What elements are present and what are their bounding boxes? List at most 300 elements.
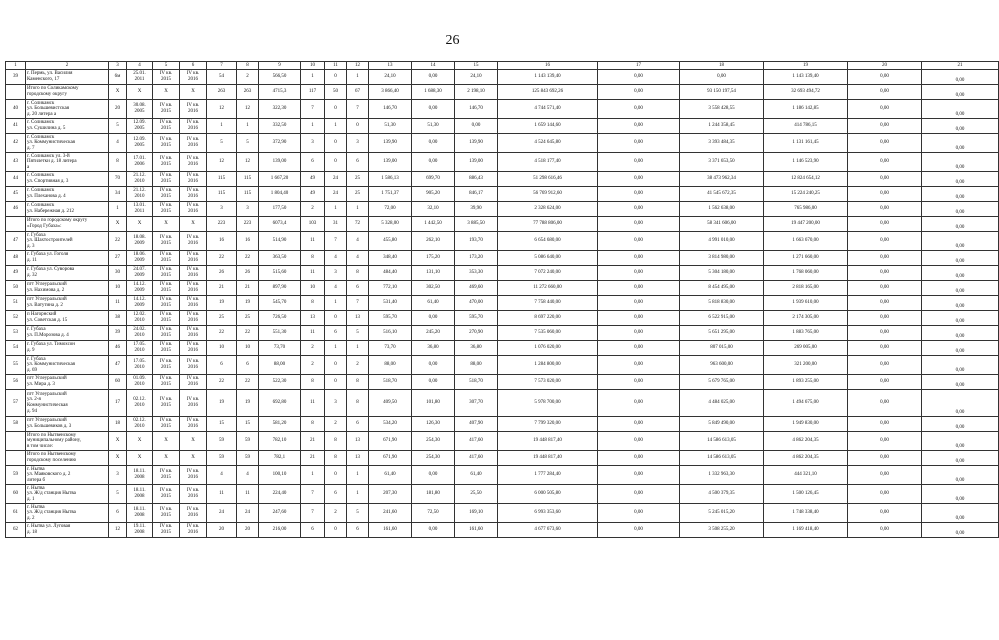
table-cell: 0 bbox=[325, 153, 347, 172]
table-cell: 15 bbox=[237, 417, 259, 432]
table-cell: 302,50 bbox=[412, 281, 455, 296]
table-cell: 117 bbox=[301, 85, 325, 100]
table-cell: 103 bbox=[301, 217, 325, 232]
table-cell: X bbox=[127, 451, 153, 466]
table-row bbox=[6, 417, 999, 432]
table-cell: Итого по городскому округу «Город Губаха»: bbox=[26, 217, 109, 232]
table-cell: 17 bbox=[109, 390, 127, 417]
table-cell: г. Губаха ул. Шахтостроителей д. 3 bbox=[26, 232, 109, 251]
table-cell: 2 bbox=[325, 504, 347, 523]
table-cell: 24 bbox=[325, 172, 347, 187]
table-cell: 51,30 bbox=[412, 119, 455, 134]
table-cell: 8 bbox=[301, 251, 325, 266]
subtotal-row bbox=[6, 85, 999, 100]
table-cell: 27 bbox=[109, 251, 127, 266]
table-cell: 0,00 bbox=[848, 153, 922, 172]
table-row bbox=[6, 232, 999, 251]
table-cell: 47 bbox=[109, 356, 127, 375]
table-cell: IV кв. 2015 bbox=[153, 119, 180, 134]
table-cell: 2 bbox=[237, 70, 259, 85]
table-cell: 25.01. 2011 bbox=[127, 70, 153, 85]
table-cell: 21 bbox=[301, 432, 325, 451]
table-cell: 2 bbox=[347, 356, 369, 375]
table-cell: 0 bbox=[325, 134, 347, 153]
table-cell: 193,70 bbox=[455, 232, 498, 251]
table-row bbox=[6, 375, 999, 390]
table-cell: 5 818 830,00 bbox=[680, 296, 764, 311]
table-cell: 1 244 358,45 bbox=[680, 119, 764, 134]
table-cell: 223 bbox=[207, 217, 237, 232]
table-cell: 307,70 bbox=[455, 390, 498, 417]
table-cell: 782,10 bbox=[259, 432, 301, 451]
table-cell: 0,00 bbox=[598, 85, 680, 100]
table-cell: 0,00 bbox=[848, 311, 922, 326]
table-cell: X bbox=[109, 85, 127, 100]
table-cell: 3 bbox=[301, 134, 325, 153]
table-cell: 47 bbox=[6, 232, 26, 251]
table-cell: 1 143 139,40 bbox=[764, 70, 848, 85]
table-cell: 21 bbox=[207, 281, 237, 296]
table-cell: п Нагорнский ул. Советская д. 15 bbox=[26, 311, 109, 326]
table-cell: IV кв. 2016 bbox=[180, 153, 207, 172]
column-number-cell: 10 bbox=[301, 62, 325, 70]
table-cell: 73,70 bbox=[259, 341, 301, 356]
table-cell: 13 bbox=[347, 451, 369, 466]
table-cell: 12 824 654,12 bbox=[764, 172, 848, 187]
table-cell: 0 bbox=[325, 100, 347, 119]
table-cell: 0,00 bbox=[848, 356, 922, 375]
column-number-cell: 9 bbox=[259, 62, 301, 70]
table-cell: 0,00 bbox=[922, 341, 999, 356]
table-cell: 51 bbox=[6, 296, 26, 311]
table-cell: 0,00 bbox=[412, 100, 455, 119]
table-cell: 61,40 bbox=[369, 466, 412, 485]
table-cell: 88,00 bbox=[369, 356, 412, 375]
table-cell: 115 bbox=[237, 172, 259, 187]
table-cell: 12.09. 2005 bbox=[127, 134, 153, 153]
table-cell: 470,00 bbox=[455, 296, 498, 311]
table-cell: 566,50 bbox=[259, 70, 301, 85]
table-cell: г. Соликамск ул. Спортивная д. 3 bbox=[26, 172, 109, 187]
table-cell: 126,30 bbox=[412, 417, 455, 432]
table-cell: IV кв. 2016 bbox=[180, 375, 207, 390]
table-cell: 50 bbox=[325, 85, 347, 100]
table-cell: IV кв. 2016 bbox=[180, 523, 207, 538]
table-cell: IV кв. 2015 bbox=[153, 466, 180, 485]
table-cell: IV кв. 2015 bbox=[153, 70, 180, 85]
table-cell: IV кв. 2015 bbox=[153, 296, 180, 311]
table-cell: 0,00 bbox=[922, 523, 999, 538]
table-cell: 11 bbox=[207, 485, 237, 504]
table-cell: 8 bbox=[347, 375, 369, 390]
table-cell: 1 284 800,00 bbox=[498, 356, 598, 375]
table-cell: 16 bbox=[207, 232, 237, 251]
column-number-cell: 1 bbox=[6, 62, 26, 70]
table-cell: 14 586 613,05 bbox=[680, 432, 764, 451]
table-cell: 161,60 bbox=[369, 523, 412, 538]
table-cell: 1 bbox=[301, 70, 325, 85]
table-row bbox=[6, 485, 999, 504]
table-cell: 59 bbox=[207, 451, 237, 466]
table-cell: 56 bbox=[6, 375, 26, 390]
column-number-cell: 6 bbox=[180, 62, 207, 70]
table-cell: 6 bbox=[301, 523, 325, 538]
table-cell: 18.11. 2008 bbox=[127, 466, 153, 485]
table-cell: 146,70 bbox=[455, 100, 498, 119]
table-cell: 417,60 bbox=[455, 432, 498, 451]
table-row bbox=[6, 296, 999, 311]
table-cell: 0,00 bbox=[922, 485, 999, 504]
table-cell: 11 bbox=[301, 232, 325, 251]
table-cell: пгт Углеуральский ул. Ватутина д. 2 bbox=[26, 296, 109, 311]
table-cell: 24.02. 2010 bbox=[127, 326, 153, 341]
table-cell: 0,00 bbox=[598, 451, 680, 466]
table-cell: 4 524 645,80 bbox=[498, 134, 598, 153]
table-cell: 7 bbox=[301, 100, 325, 119]
table-cell: 7 758 440,00 bbox=[498, 296, 598, 311]
table-cell: 139,00 bbox=[369, 153, 412, 172]
table-cell: 0,00 bbox=[598, 172, 680, 187]
table-cell: 263 bbox=[207, 85, 237, 100]
table-cell: 12 bbox=[207, 153, 237, 172]
table-cell: 321 200,00 bbox=[764, 356, 848, 375]
table-row bbox=[6, 70, 999, 85]
table-cell: 10 bbox=[207, 341, 237, 356]
table-cell: 1 bbox=[347, 341, 369, 356]
table-cell: 0,00 bbox=[848, 119, 922, 134]
table-cell: 224,40 bbox=[259, 485, 301, 504]
table-cell: 181,80 bbox=[412, 485, 455, 504]
table-cell: 26 bbox=[237, 266, 259, 281]
table-cell: 4 bbox=[347, 232, 369, 251]
table-cell: 1 bbox=[325, 202, 347, 217]
table-cell: 1 bbox=[325, 119, 347, 134]
table-cell: 518,70 bbox=[369, 375, 412, 390]
table-cell: 70 bbox=[109, 172, 127, 187]
table-cell: X bbox=[109, 451, 127, 466]
table-cell: 0,00 bbox=[598, 296, 680, 311]
table-cell: 39 bbox=[109, 326, 127, 341]
table-cell: 241,60 bbox=[369, 504, 412, 523]
table-cell: 699,70 bbox=[412, 172, 455, 187]
table-cell: IV кв. 2016 bbox=[180, 311, 207, 326]
table-cell: г. Нытва ул. Луговая д. 18 bbox=[26, 523, 109, 538]
table-cell: 20 bbox=[237, 523, 259, 538]
table-cell: 782,1 bbox=[259, 451, 301, 466]
table-cell: 772,10 bbox=[369, 281, 412, 296]
table-cell: 44 bbox=[6, 172, 26, 187]
table-cell: IV кв. 2015 bbox=[153, 485, 180, 504]
table-cell: 0,00 bbox=[848, 504, 922, 523]
table-cell: 765 986,00 bbox=[764, 202, 848, 217]
table-cell: 173,20 bbox=[455, 251, 498, 266]
column-number-cell: 21 bbox=[922, 62, 999, 70]
table-cell: 0,00 bbox=[848, 217, 922, 232]
table-cell: 12.02. 2010 bbox=[127, 311, 153, 326]
table-cell: 40 bbox=[6, 100, 26, 119]
table-cell: 139,90 bbox=[369, 134, 412, 153]
table-cell: 1 bbox=[207, 119, 237, 134]
table-cell: IV кв. 2016 bbox=[180, 326, 207, 341]
table-cell: 13 bbox=[301, 311, 325, 326]
table-cell: 17.01. 2006 bbox=[127, 153, 153, 172]
table-cell: 139,00 bbox=[259, 153, 301, 172]
table-cell: 25 bbox=[237, 311, 259, 326]
column-number-cell: 17 bbox=[598, 62, 680, 70]
table-cell: 1 146 523,90 bbox=[764, 153, 848, 172]
table-row bbox=[6, 100, 999, 119]
table-cell: пгт Углеуральский ул. Мира д. 3 bbox=[26, 375, 109, 390]
table-cell: 25 bbox=[347, 187, 369, 202]
table-cell: 581,20 bbox=[259, 417, 301, 432]
table-cell: 125 843 692,26 bbox=[498, 85, 598, 100]
table-cell: 62 bbox=[6, 523, 26, 538]
table-cell: 18 bbox=[109, 417, 127, 432]
table-cell: 262,10 bbox=[412, 232, 455, 251]
table-cell: 0,00 bbox=[598, 134, 680, 153]
table-cell: 3 bbox=[325, 266, 347, 281]
table-cell: 39 bbox=[6, 70, 26, 85]
table-cell: г. Губаха ул. Коммунистическая д. 69 bbox=[26, 356, 109, 375]
column-number-cell: 16 bbox=[498, 62, 598, 70]
table-cell: 24,10 bbox=[369, 70, 412, 85]
table-cell: 0,00 bbox=[598, 281, 680, 296]
table-cell: IV кв. 2016 bbox=[180, 296, 207, 311]
table-cell: IV кв. 2016 bbox=[180, 172, 207, 187]
table-cell: 223 bbox=[237, 217, 259, 232]
subtotal-row bbox=[6, 217, 999, 232]
table-cell: 12 bbox=[207, 100, 237, 119]
table-cell: 26 bbox=[207, 266, 237, 281]
table-cell: 0,00 bbox=[922, 172, 999, 187]
table-cell: 19 448 817,40 bbox=[498, 432, 598, 451]
table-cell: 5 bbox=[109, 119, 127, 134]
table-cell: 58 bbox=[6, 417, 26, 432]
table-cell: 56 769 912,60 bbox=[498, 187, 598, 202]
table-cell: 5 679 765,00 bbox=[680, 375, 764, 390]
table-cell: X bbox=[109, 217, 127, 232]
table-cell: 1 663 670,00 bbox=[764, 232, 848, 251]
table-cell: 0,00 bbox=[848, 85, 922, 100]
table-cell: 270,90 bbox=[455, 326, 498, 341]
table-cell: 1 bbox=[325, 296, 347, 311]
table-cell: 0,00 bbox=[848, 281, 922, 296]
table-cell: IV кв. 2016 bbox=[180, 134, 207, 153]
table-cell: 4 484 025,00 bbox=[680, 390, 764, 417]
table-cell: 207,30 bbox=[369, 485, 412, 504]
table-cell: 42 bbox=[6, 134, 26, 153]
table-cell: пгт Углеуральский ул. Нахимова д. 2 bbox=[26, 281, 109, 296]
table-cell: 0,00 bbox=[922, 432, 999, 451]
table-cell: 38 473 962,34 bbox=[680, 172, 764, 187]
table-cell: 22 bbox=[237, 326, 259, 341]
table-cell: 6 bbox=[347, 523, 369, 538]
table-cell: 115 bbox=[237, 187, 259, 202]
table-cell: 25,50 bbox=[455, 485, 498, 504]
table-cell: IV кв. 2016 bbox=[180, 281, 207, 296]
table-cell: IV кв. 2015 bbox=[153, 375, 180, 390]
table-cell: 0,00 bbox=[848, 187, 922, 202]
table-cell: 15 bbox=[207, 417, 237, 432]
table-cell: 0 bbox=[325, 375, 347, 390]
table-cell: IV кв. 2016 bbox=[180, 251, 207, 266]
table-cell: 2 bbox=[301, 202, 325, 217]
table-cell: 515,60 bbox=[259, 266, 301, 281]
table-cell: 58 341 606,00 bbox=[680, 217, 764, 232]
table-cell: 73,70 bbox=[369, 341, 412, 356]
table-cell: 32,10 bbox=[412, 202, 455, 217]
table-cell: 216,00 bbox=[259, 523, 301, 538]
table-cell: 6 bbox=[347, 281, 369, 296]
table-cell: 48 bbox=[6, 251, 26, 266]
table-cell: IV кв. 2015 bbox=[153, 232, 180, 251]
table-cell: IV кв. 2015 bbox=[153, 187, 180, 202]
table-cell: 322,30 bbox=[259, 100, 301, 119]
table-cell: X bbox=[153, 432, 180, 451]
table-cell: 18.11. 2008 bbox=[127, 485, 153, 504]
table-cell: 0,00 bbox=[598, 202, 680, 217]
table-row bbox=[6, 466, 999, 485]
table-cell: 19 bbox=[237, 390, 259, 417]
table-cell: IV кв. 2016 bbox=[180, 504, 207, 523]
table-cell: 531,40 bbox=[369, 296, 412, 311]
column-number-cell: 3 bbox=[109, 62, 127, 70]
table-cell: 11 bbox=[301, 326, 325, 341]
table-cell: 59 bbox=[237, 451, 259, 466]
table-cell: 595,70 bbox=[455, 311, 498, 326]
column-number-cell: 15 bbox=[455, 62, 498, 70]
table-cell: 1 bbox=[347, 202, 369, 217]
table-cell: 60 bbox=[109, 375, 127, 390]
table-cell: 0,00 bbox=[598, 485, 680, 504]
table-cell: г. Нытва ул. Ж/д станция Нытва д. 1 bbox=[26, 485, 109, 504]
table-cell: 16 bbox=[237, 232, 259, 251]
table-cell: 1 131 161,45 bbox=[764, 134, 848, 153]
table-cell: 3 885,50 bbox=[455, 217, 498, 232]
table-cell: 245,20 bbox=[412, 326, 455, 341]
table-cell: пгт Углеуральский ул. 2-я Коммунистическая д. 94 bbox=[26, 390, 109, 417]
table-cell: 5 bbox=[347, 504, 369, 523]
table-cell: IV кв. 2016 bbox=[180, 417, 207, 432]
table-cell: 146,70 bbox=[369, 100, 412, 119]
table-cell: 8 bbox=[301, 375, 325, 390]
table-row bbox=[6, 266, 999, 281]
table-cell: 263 bbox=[237, 85, 259, 100]
table-cell: X bbox=[127, 217, 153, 232]
table-cell: 363,50 bbox=[259, 251, 301, 266]
table-cell: 5 bbox=[347, 326, 369, 341]
table-cell: 0,00 bbox=[598, 187, 680, 202]
table-cell: 11 272 660,00 bbox=[498, 281, 598, 296]
table-cell: 0,00 bbox=[848, 466, 922, 485]
table-cell: IV кв. 2015 bbox=[153, 311, 180, 326]
table-cell: IV кв. 2016 bbox=[180, 119, 207, 134]
table-cell: 18.08. 2009 bbox=[127, 232, 153, 251]
table-cell: 11 bbox=[301, 390, 325, 417]
table-cell: 4 862 204,35 bbox=[764, 432, 848, 451]
table-cell: 8 bbox=[325, 432, 347, 451]
table-cell: 4 bbox=[109, 134, 127, 153]
table-cell: г. Губаха ул. Гоголя д. 11 bbox=[26, 251, 109, 266]
table-cell: 269 005,00 bbox=[764, 341, 848, 356]
table-row bbox=[6, 153, 999, 172]
table-cell: 0,00 bbox=[598, 432, 680, 451]
table-cell: 0,00 bbox=[848, 296, 922, 311]
table-cell: 0,00 bbox=[922, 266, 999, 281]
table-cell: 1 bbox=[325, 341, 347, 356]
table-cell: 1 bbox=[237, 119, 259, 134]
table-cell: 0,00 bbox=[598, 356, 680, 375]
table-body bbox=[6, 70, 999, 538]
table-cell: 161,60 bbox=[455, 523, 498, 538]
table-cell: 1 442,50 bbox=[412, 217, 455, 232]
table-cell: 8 697 220,00 bbox=[498, 311, 598, 326]
table-cell: 02.12. 2010 bbox=[127, 390, 153, 417]
table-cell: 100,10 bbox=[259, 466, 301, 485]
table-cell: 484,40 bbox=[369, 266, 412, 281]
table-cell: 7 573 020,00 bbox=[498, 375, 598, 390]
table-cell: IV кв. 2016 bbox=[180, 187, 207, 202]
table-cell: IV кв. 2015 bbox=[153, 504, 180, 523]
table-cell: 1 768 060,00 bbox=[764, 266, 848, 281]
table-cell: 1 667,20 bbox=[259, 172, 301, 187]
table-cell: 8 454 495,00 bbox=[680, 281, 764, 296]
table-cell: 0,00 bbox=[848, 417, 922, 432]
table-cell: 54 bbox=[6, 341, 26, 356]
table-cell: 3 393 484,35 bbox=[680, 134, 764, 153]
table-cell: 254,30 bbox=[412, 451, 455, 466]
table-cell: 72,50 bbox=[412, 504, 455, 523]
table-cell: 22 bbox=[109, 232, 127, 251]
table-cell: 34 bbox=[109, 187, 127, 202]
table-cell: г. Соликамск ул. Сушилина д. 5 bbox=[26, 119, 109, 134]
table-cell: 0 bbox=[325, 466, 347, 485]
table-cell: 0,00 bbox=[848, 172, 922, 187]
table-cell: 12 bbox=[237, 153, 259, 172]
table-cell: 0,00 bbox=[922, 85, 999, 100]
table-row bbox=[6, 187, 999, 202]
table-cell: 671,90 bbox=[369, 451, 412, 466]
table-cell: 4715,3 bbox=[259, 85, 301, 100]
table-cell: 0,00 bbox=[848, 232, 922, 251]
table-cell: 6 bbox=[207, 356, 237, 375]
table-cell: 22 bbox=[207, 251, 237, 266]
table-cell: 5 304 180,00 bbox=[680, 266, 764, 281]
table-cell: 522,30 bbox=[259, 375, 301, 390]
table-cell: IV кв. 2015 bbox=[153, 153, 180, 172]
table-row bbox=[6, 251, 999, 266]
table-cell: 1 bbox=[109, 202, 127, 217]
table-row bbox=[6, 341, 999, 356]
table-cell: 54 bbox=[207, 70, 237, 85]
table-cell: г. Пермь, ул. Василия Каменского, 17 bbox=[26, 70, 109, 85]
table-cell: 0,00 bbox=[598, 217, 680, 232]
table-cell: IV кв. 2016 bbox=[180, 390, 207, 417]
table-cell: 4 bbox=[237, 466, 259, 485]
table-cell: 0,00 bbox=[848, 251, 922, 266]
table-cell: 4 bbox=[207, 466, 237, 485]
table-cell: IV кв. 2015 bbox=[153, 417, 180, 432]
table-cell: 1 804,40 bbox=[259, 187, 301, 202]
table-cell: 444 321,10 bbox=[764, 466, 848, 485]
table-cell: 516,10 bbox=[369, 326, 412, 341]
table-cell: 7 bbox=[325, 232, 347, 251]
table-cell: 0,00 bbox=[412, 523, 455, 538]
table-cell: 3 bbox=[207, 202, 237, 217]
table-cell: 88,00 bbox=[455, 356, 498, 375]
table-row bbox=[6, 523, 999, 538]
table-cell: 2 bbox=[301, 341, 325, 356]
